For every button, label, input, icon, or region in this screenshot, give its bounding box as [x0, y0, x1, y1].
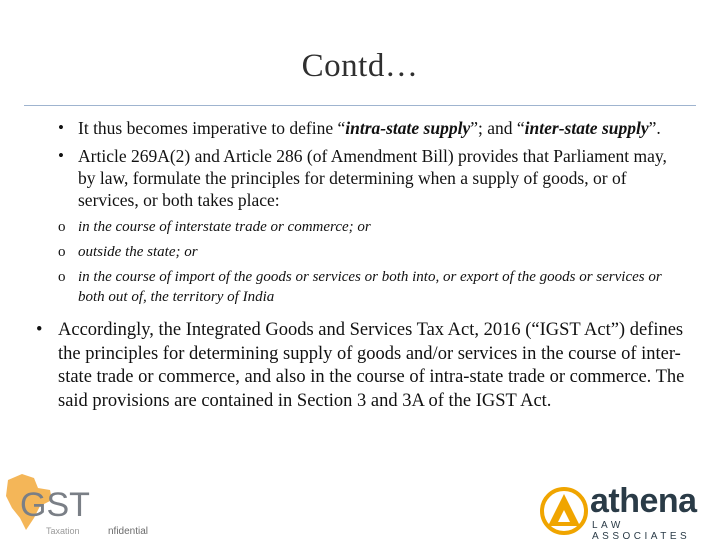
bullet-text-part: ”. — [648, 118, 661, 138]
main-bullet-text: Accordingly, the Integrated Goods and Services Tax Act, 2016 (“IGST Act”) defines the principles for determining supply of goods and/or services in the course of inter-state trade or commerce, and also in the course of intra-state trade or commerce. The said provisions are contained in Section 3 and 3A of the IGST Act. — [58, 320, 685, 411]
sub-item-text: in the course of interstate trade or commerce; or — [78, 219, 371, 235]
gst-logo-text: GST — [20, 486, 90, 524]
sub-bullet-marker: o — [58, 244, 66, 260]
slide-title: Contd… — [301, 48, 419, 84]
bullet-list — [0, 117, 720, 413]
term-intra-state-supply: intra-state supply — [345, 118, 471, 138]
bullet-marker: • — [36, 320, 43, 340]
sub-bullet-marker: o — [58, 269, 66, 285]
bullet-text-part: It thus becomes imperative to define “ — [78, 118, 346, 138]
sub-bullet-marker: o — [58, 219, 66, 235]
bullet-item-intra-inter — [0, 117, 720, 139]
gst-logo-subtext: Taxation — [46, 526, 80, 536]
sub-item-outside-state — [0, 242, 720, 262]
sub-item-text: outside the state; or — [78, 244, 198, 260]
sub-item-interstate — [0, 217, 720, 237]
term-inter-state-supply: inter-state supply — [524, 118, 649, 138]
sub-item-import-export — [0, 267, 720, 307]
athena-logo — [540, 482, 720, 540]
bullet-item-article — [0, 145, 720, 211]
bullet-marker: • — [58, 146, 64, 165]
main-bullet-igst — [0, 319, 720, 413]
athena-subtitle: LAW ASSOCIATES — [592, 520, 691, 542]
title-divider — [24, 105, 696, 106]
sub-item-text: in the course of import of the goods or services or both into, or export of the goods or services or both out of, the territory of India — [78, 269, 662, 305]
bullet-text-part: ”; and “ — [470, 118, 525, 138]
bullet-marker: • — [58, 118, 64, 137]
athena-name: athena — [590, 482, 697, 520]
bullet-text: Article 269A(2) and Article 286 (of Amendment Bill) provides that Parliament may, by law, formulate the principles for determining when a supply of goods, or of services, or both takes place: — [78, 146, 667, 210]
confidential-label: nfidential — [108, 526, 149, 537]
triangle-logo-icon — [540, 486, 588, 536]
